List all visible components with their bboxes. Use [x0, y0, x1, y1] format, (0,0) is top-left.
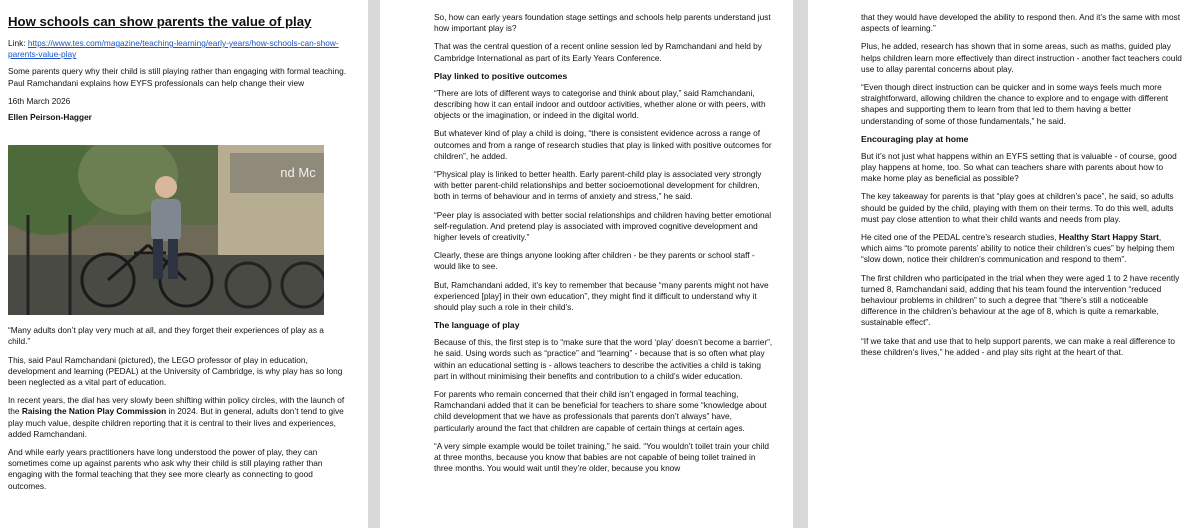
paragraph: Plus, he added, research has shown that in some areas, such as maths, guided play helps children learn more effectively than direct instruction - another fact teachers could use to allay parental concerns about play.	[861, 41, 1182, 74]
paragraph-pedal-study	[861, 232, 1184, 266]
text-run: , which aims “to promote parents’ ability to notice their children’s cues” by helping them “slow down, notice their children’s communication and respond to them”.	[861, 232, 1175, 265]
link-label: Link:	[8, 38, 26, 48]
paragraph: For parents who remain concerned that their child isn’t engaged in formal teaching, Ramchandani added that it can be beneficial for teachers to share some “knowledge about child development that we have as professionals that parents don’t always” have, particularly around the fact that children are capable of certain things at certain ages.	[434, 389, 767, 433]
article-photo	[8, 145, 324, 315]
paragraph: “Peer play is associated with better social relationships and children having better emotional self-regulation. And pretend play is associated with improved cognitive development and higher levels of creativity.”	[434, 209, 772, 243]
page-1	[0, 0, 368, 528]
page-2	[380, 0, 793, 528]
section-heading-positive-outcomes: Play linked to positive outcomes	[434, 70, 568, 81]
photo-sign-text: nd Mc	[280, 165, 316, 181]
article-title: How schools can show parents the value of play	[8, 14, 312, 29]
author-name: Ellen Peirson-Hagger	[8, 112, 92, 123]
paragraph: that they would have developed the ability to respond then. And it’s the same with most aspects of learning.”	[861, 12, 1181, 34]
paragraph: But it’s not just what happens within an EYFS setting that is valuable - of course, good play happens at home, too. So what can teachers share with parents about how to make home play as beneficial as possible?	[861, 150, 1177, 184]
section-heading-play-at-home: Encouraging play at home	[861, 133, 969, 144]
paragraph: The first children who participated in the trial when they were aged 1 to 2 have recently turned 8, Ramchandani said, adding that his team found the intervention “reduced behaviour problems in children” to such a degree that “there’s still a noticeable difference in the children’s behaviour at the age of 8, which is quite a remarkable, sustainable effect”.	[861, 272, 1180, 328]
page-3	[808, 0, 1200, 528]
paragraph: “If we take that and use that to help support parents, we can make a real difference to these children’s lives,” he added - and play sits right at the heart of that.	[861, 335, 1175, 357]
study-name: Healthy Start Happy Start	[1058, 232, 1159, 243]
paragraph: The key takeaway for parents is that “play goes at children’s pace”, he said, so adults should be guided by the child, playing with them on their terms. To do this well, adults must pay close attention to what their child wants and needs from play.	[861, 191, 1174, 224]
source-link-row	[8, 38, 348, 60]
text-run: He cited one of the PEDAL centre’s research studies,	[861, 232, 1057, 243]
paragraph: But whatever kind of play a child is doing, “there is consistent evidence across a range of outcomes and from a range of research studies that play is linked with positive outcomes for children”, he added.	[434, 128, 772, 161]
paragraph: “Even though direct instruction can be quicker and in some ways feels much more straightforward, allowing children the chance to explore and to engage with different shapes and supporting them to learn from that led to them having a better understanding of some of those fundamentals,” he said.	[861, 82, 1169, 126]
paragraph: This, said Paul Ramchandani (pictured), the LEGO professor of play in education, development and learning (PEDAL) at the University of Cambridge, is why play has so long been neglected as a vital part of education.	[8, 354, 343, 388]
section-heading-language-of-play: The language of play	[434, 320, 520, 331]
standfirst: Some parents query why their child is still playing rather than engaging with formal teaching. Paul Ramchandani explains how EYFS professionals can help change their view	[8, 66, 347, 88]
source-link[interactable]: https://www.tes.com/magazine/teaching-learning/early-years/how-schools-can-show-parents-value-play	[8, 38, 339, 60]
paragraph: Because of this, the first step is to “make sure that the word ‘play’ doesn’t become a barrier”, he said. Using words such as “practice” and “learning” - because that is so often what play within an educational setting is - allows teachers to describe the activities a child is taking part in without minimising their benefits and contribution to a child’s wider education.	[434, 337, 773, 381]
paragraph: Clearly, these are things anyone looking after children - be they parents or school staff - would like to see.	[434, 250, 755, 272]
paragraph: “Physical play is linked to better health. Early parent-child play is associated very strongly with better parent-child relationships and better socioemotional development for children, both in terms of behaviour and in terms of anxiety and stress,” he said.	[434, 169, 762, 202]
paragraph: And while early years practitioners have long understood the power of play, they can sometimes come up against parents who ask why their child is still playing rather than engaging with the formal teaching that they see more clearly as connecting to good outcomes.	[8, 447, 323, 491]
paragraph: That was the central question of a recent online session led by Ramchandani and held by Cambridge International as part of its Early Years Conference.	[434, 41, 762, 63]
paragraph-recent-years	[8, 395, 348, 440]
paragraph: “There are lots of different ways to categorise and think about play,” said Ramchandani, describing how it can entail indoor and outdoor activities, whether alone or with peers, with objects or the imagination, or indeed in the digital world.	[434, 87, 766, 121]
text-run: in 2024. But in general, adults don’t tend to give play much value, despite children reporting that it is central to their lives and experiences, added Ramchandani.	[8, 406, 344, 439]
paragraph: “Many adults don’t play very much at all, and they forget their experiences of play as a child.”	[8, 325, 324, 347]
play-commission-name: Raising the Nation Play Commission	[21, 406, 167, 417]
paragraph: “A very simple example would be toilet training,” he said. “You wouldn’t toilet train your child at three months, because you know that babies are not capable of being toilet trained in three months. You would wait until they’re older, because you know	[434, 440, 769, 474]
paragraph: So, how can early years foundation stage settings and schools help parents understand just how important play is?	[434, 12, 771, 34]
publish-date: 16th March 2026	[8, 95, 71, 106]
paragraph: But, Ramchandani added, it’s key to remember that because “many parents might not have experienced [play] in their own education”, they might find it difficult to understand why it should play such a role in their child’s.	[434, 279, 769, 313]
text-run: In recent years, the dial has very slowly been shifting within policy circles, with the launch of the	[8, 395, 345, 417]
